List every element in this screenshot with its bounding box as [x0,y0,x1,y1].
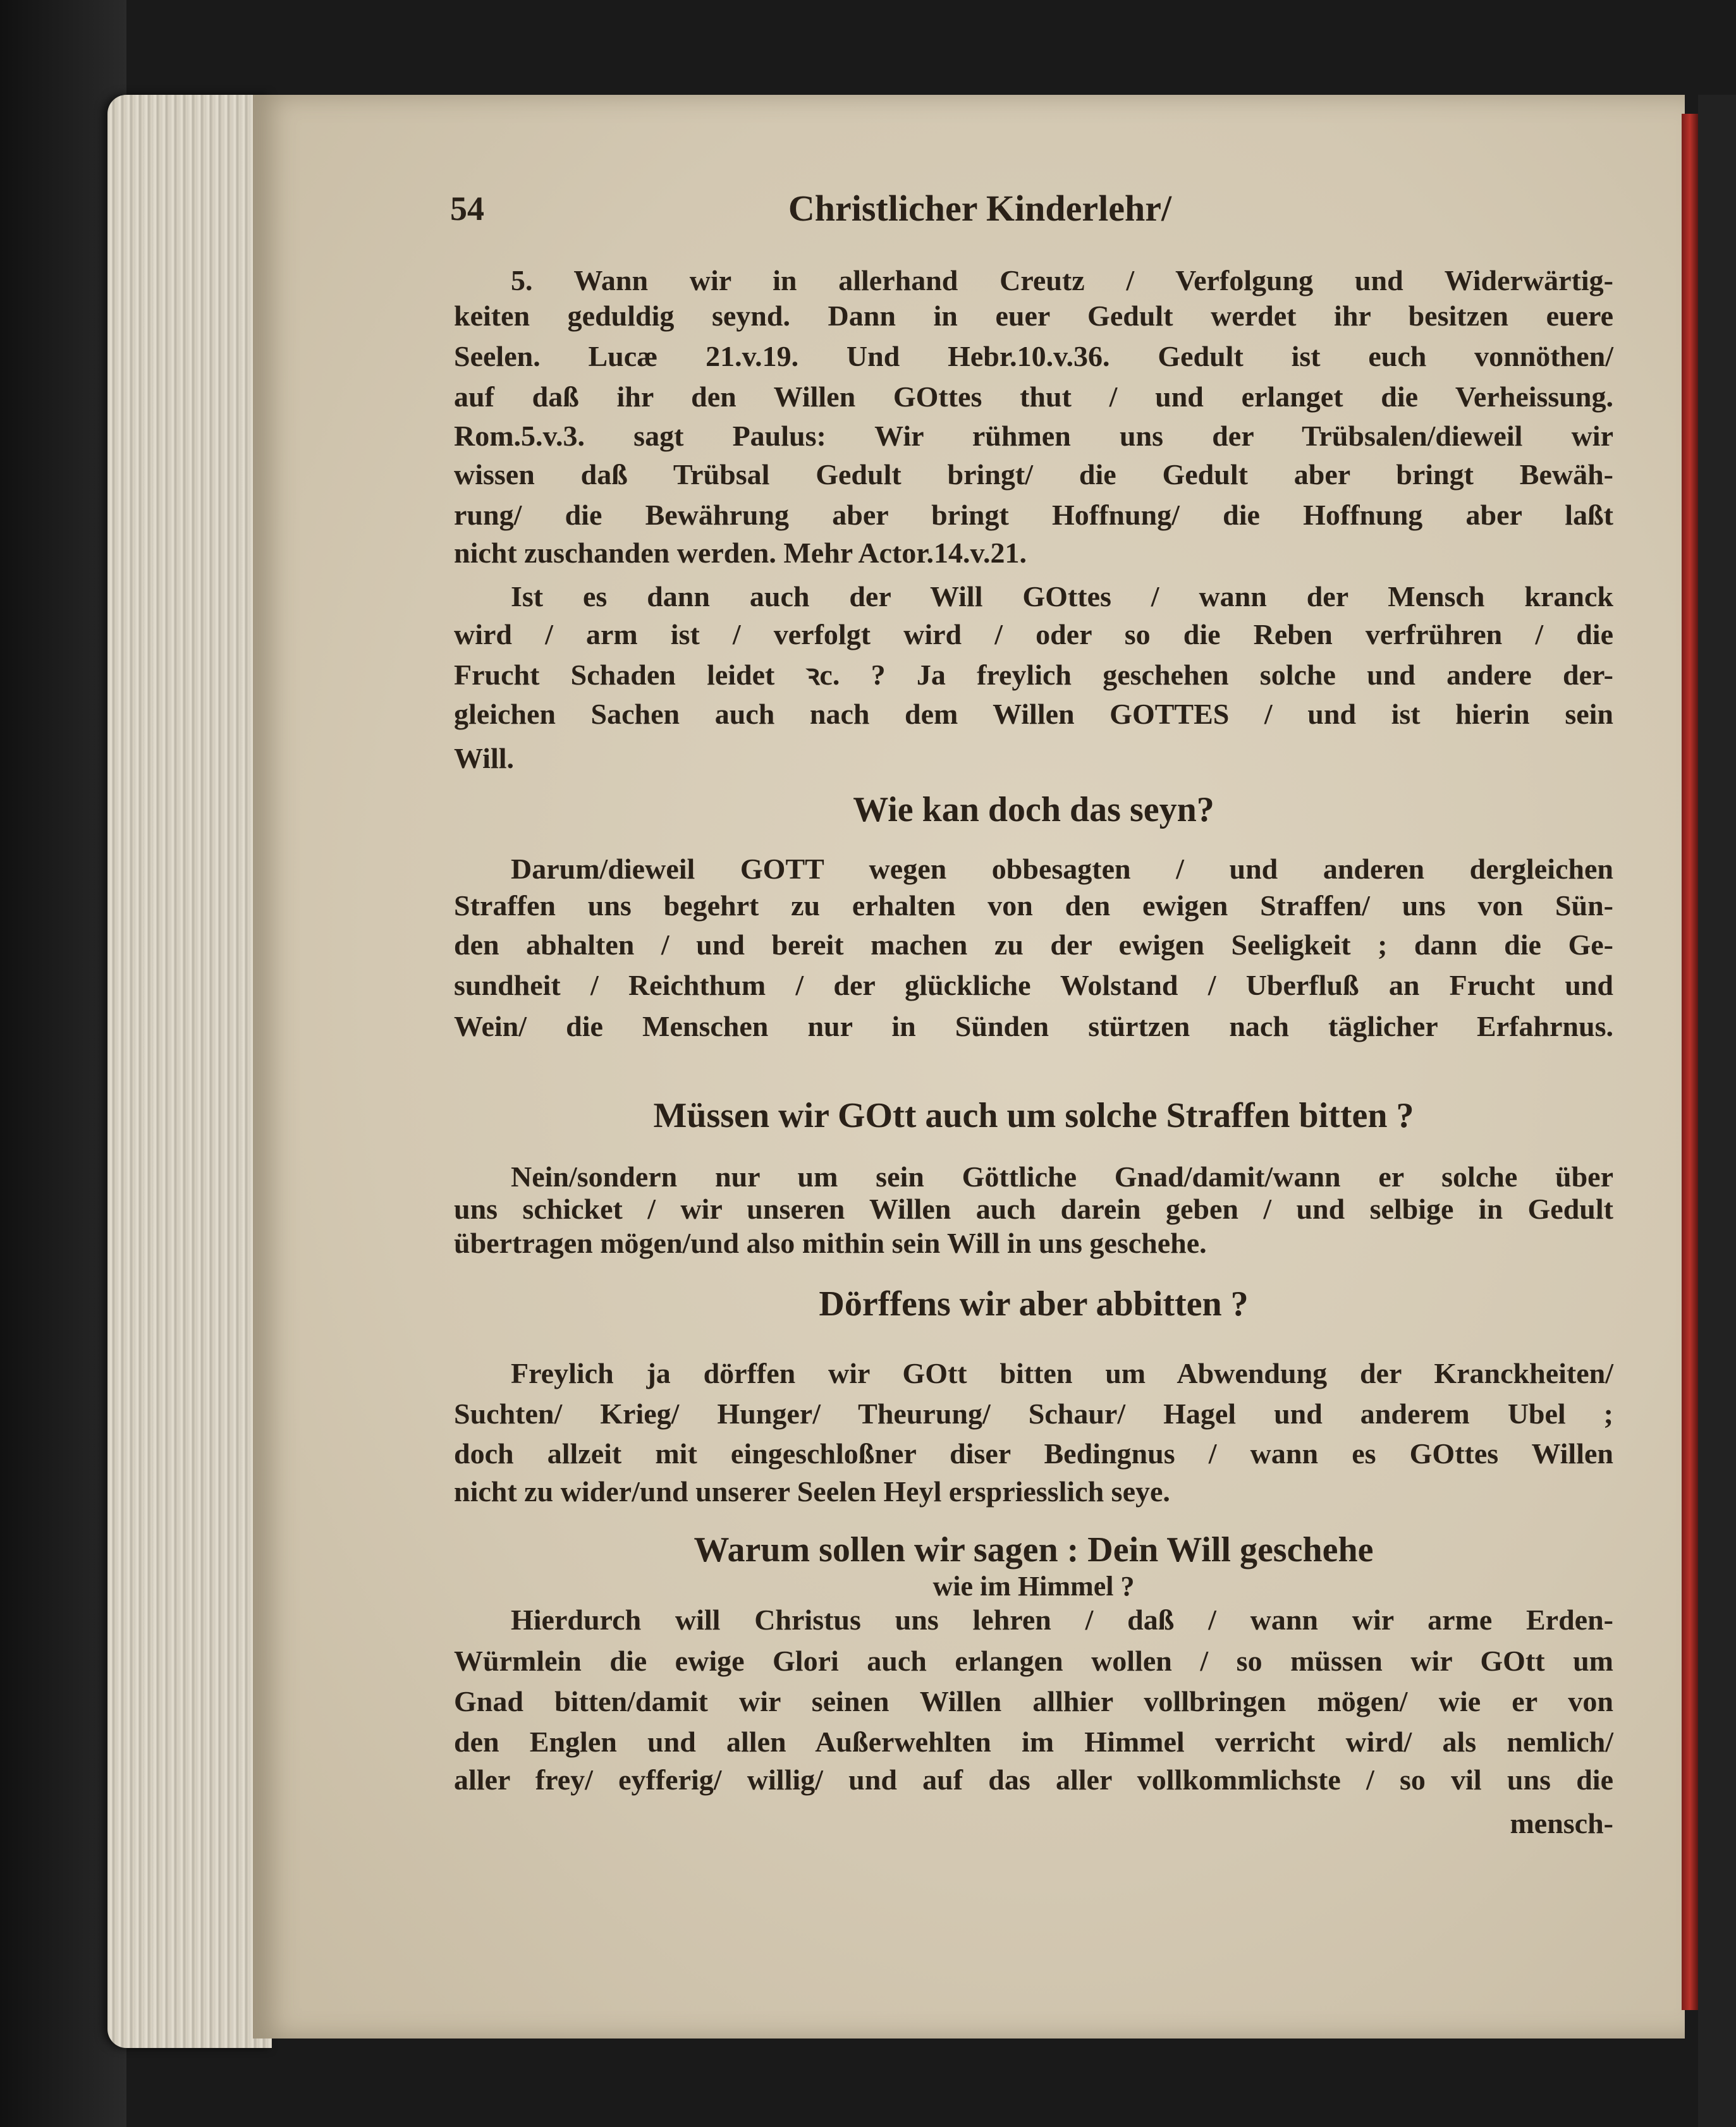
book-red-edge [1682,114,1698,2010]
text-line [454,619,1613,650]
text-line [454,382,1613,412]
text-line [454,1477,1613,1507]
line-text: gleichen Sachen auch nach dem Willen GOTTES / und ist hierin sein [454,698,1613,730]
page-number: 54 [450,190,484,228]
line-text: doch allzeit mit eingeschloßner diser Bedingnus / wann es GOttes Willen [454,1437,1613,1470]
text-line [454,460,1613,490]
line-text: wird / arm ist / verfolgt wird / oder so die Reben verfrühren / die [454,618,1613,650]
text-line [454,1194,1613,1224]
catchword [454,1808,1613,1839]
text-line [454,1011,1613,1042]
text-line [454,421,1613,451]
line-text: Gnad bitten/damit wir seinen Willen allhier vollbringen mögen/ wie er von [454,1685,1613,1717]
text-line [454,582,1613,612]
text-line [454,1765,1613,1795]
text-line [454,301,1613,331]
line-text: Freylich ja dörffen wir GOtt bitten um Abwendung der Kranckheiten/ [511,1357,1613,1389]
line-text: Hierdurch will Christus uns lehren / daß / wann wir arme Erden- [511,1604,1613,1636]
line-text: Wie kan doch das seyn? [853,790,1214,829]
line-text: den Englen und allen Außerwehlten im Himmel verricht wird/ als nemlich/ [454,1726,1613,1758]
line-text: den abhalten / und bereit machen zu der ewigen Seeligkeit ; dann die Ge- [454,929,1613,961]
scan-background-right [1698,95,1736,2127]
line-text: rung/ die Bewährung aber bringt Hoffnung/ die Hoffnung aber laßt [454,499,1613,531]
line-text: nicht zuschanden werden. Mehr Actor.14.v.21. [454,537,1027,569]
text-line [454,854,1613,884]
line-text: Darum/dieweil GOTT wegen obbesagten / und anderen dergleichen [511,853,1613,885]
line-text: auf daß ihr den Willen GOttes thut / und erlanget die Verheissung. [454,381,1613,413]
text-line [454,1605,1613,1635]
line-text: keiten geduldig seynd. Dann in euer Gedult werdet ihr besitzen euere [454,300,1613,332]
line-text: sundheit / Reichthum / der glückliche Wolstand / Uberfluß an Frucht und [454,969,1613,1001]
section-heading [454,1530,1613,1569]
section-heading [454,1571,1613,1602]
text-line [454,1727,1613,1757]
line-text: Würmlein die ewige Glori auch erlangen wollen / so müssen wir GOtt um [454,1645,1613,1677]
text-line [454,930,1613,960]
line-text: Nein/sondern nur um sein Göttliche Gnad/damit/wann er solche über [511,1161,1613,1193]
section-heading [454,1096,1613,1135]
line-text: Seelen. Lucæ 21.v.19. Und Hebr.10.v.36. Gedult ist euch vonnöthen/ [454,340,1613,372]
text-line [454,538,1613,568]
line-text: aller frey/ eyfferig/ willig/ und auf das aller vollkommlichste / so vil uns die [454,1764,1613,1796]
text-line [454,891,1613,921]
running-title: Christlicher Kinderlehr/ [788,188,1172,229]
line-text: Müssen wir GOtt auch um solche Straffen bitten ? [653,1096,1414,1135]
text-line [454,1439,1613,1469]
line-text: 5. Wann wir in allerhand Creutz / Verfolgung und Widerwärtig- [511,264,1613,296]
section-heading [454,790,1613,829]
text-line [454,1399,1613,1429]
line-text: Straffen uns begehrt zu erhalten von den ewigen Straffen/ uns von Sün- [454,889,1613,922]
line-text: Will. [454,742,515,774]
line-text: nicht zu wider/und unserer Seelen Heyl erspriesslich seye. [454,1475,1170,1508]
section-heading [454,1284,1613,1324]
line-text: Dörffens wir aber abbitten ? [819,1284,1249,1324]
book-page-edges [107,95,272,2048]
text-line [454,743,1613,774]
line-text: mensch- [1510,1807,1613,1839]
text-line [454,341,1613,372]
line-text: Rom.5.v.3. sagt Paulus: Wir rühmen uns der Trübsalen/dieweil wir [454,420,1613,452]
line-text: wissen daß Trübsal Gedult bringt/ die Gedult aber bringt Bewäh- [454,458,1613,491]
text-line [454,1646,1613,1676]
line-text: wie im Himmel ? [932,1571,1135,1602]
text-line [454,1358,1613,1389]
text-line [454,699,1613,729]
line-text: Warum sollen wir sagen : Dein Will geschehe [694,1530,1374,1569]
text-line [454,500,1613,530]
text-line [454,265,1613,296]
text-line [454,660,1613,690]
text-line [454,1686,1613,1717]
line-text: Suchten/ Krieg/ Hunger/ Theurung/ Schaur/ Hagel und anderem Ubel ; [454,1398,1613,1430]
text-line [454,1162,1613,1192]
line-text: Ist es dann auch der Will GOttes / wann der Mensch kranck [511,580,1613,613]
line-text: übertragen mögen/und also mithin sein Will in uns geschehe. [454,1227,1207,1259]
line-text: Wein/ die Menschen nur in Sünden stürtzen nach täglicher Erfahrnus. [454,1010,1613,1042]
line-text: Frucht Schaden leidet ꝛc. ? Ja freylich geschehen solche und andere der- [454,659,1613,691]
line-text: uns schicket / wir unseren Willen auch darein geben / und selbige in Gedult [454,1193,1613,1225]
text-line [454,970,1613,1001]
text-line [454,1228,1613,1259]
